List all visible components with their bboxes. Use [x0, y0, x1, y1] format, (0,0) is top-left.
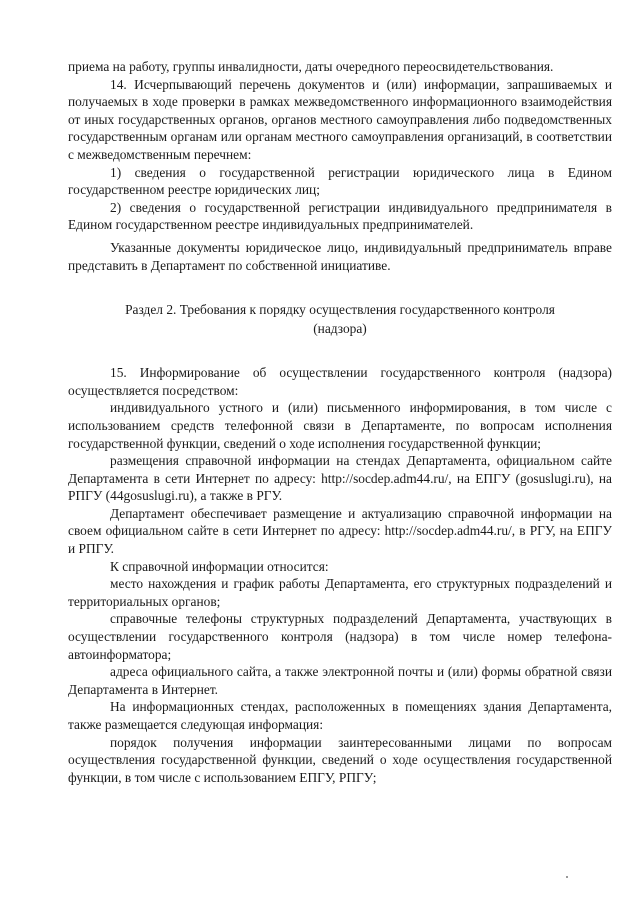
paragraph-item-14: 14. Исчерпывающий перечень документов и (или) информации, запрашиваемых и получаемых в ходе проверки в рамках межведомственного информационного взаимодействия от иных государственных органов, органов местного самоуправления либо подведомственных государственным органам или органам местного самоуправления организаций, в соответствии с межведомственным перечнем: [68, 76, 612, 162]
section-title [68, 300, 612, 338]
paragraph-individual-informing: индивидуального устного и (или) письменного информирования, в том числе с использованием средств телефонной связи в Департаменте, по вопросам исполнения государственной функции, сведений о ходе исполнения государственной функции; [68, 400, 612, 451]
paragraph-location-schedule: место нахождения и график работы Департамента, его структурных подразделений и территориальных органов; [68, 576, 612, 609]
paragraph-website-addresses: адреса официального сайта, а также электронной почты и (или) формы обратной связи Департамента в Интернет. [68, 664, 612, 697]
paragraph-subitem-1: 1) сведения о государственной регистрации юридического лица в Едином государственном реестре юридических лиц; [68, 164, 612, 198]
paragraph-item-15: 15. Информирование об осуществлении государственного контроля (надзора) осуществляется посредством: [68, 365, 612, 398]
paragraph-department-ensures: Департамент обеспечивает размещение и актуализацию справочной информации на своем официальном сайте в сети Интернет по адресу: http://socdep.adm44.ru/, в РГУ, на ЕПГУ и РПГУ. [68, 505, 612, 557]
paragraph-procedure: порядок получения информации заинтересованными лицами по вопросам осуществления государственной функции, сведений о ходе осуществления государственной функции, в том числе с использованием ЕПГУ, РПГУ; [68, 734, 612, 785]
section-title-line-1: Раздел 2. Требования к порядку осуществления государственного контроля [125, 302, 555, 318]
paragraph-phones: справочные телефоны структурных подразделений Департамента, участвующих в осуществлении государственного контроля (надзора) в том числе номер телефона-автоинформатора; [68, 611, 612, 662]
paragraph-subitem-2: 2) сведения о государственной регистрации индивидуального предпринимателя в Едином государственном реестре индивидуальных предпринимателей. [68, 199, 612, 233]
paragraph-continuation: приема на работу, группы инвалидности, даты очередного переосвидетельствования. [68, 59, 554, 74]
document-body [68, 58, 612, 786]
paragraph-note: Указанные документы юридическое лицо, индивидуальный предприниматель вправе представить в Департамент по собственной инициативе. [68, 239, 612, 273]
paragraph-reference-placement: размещения справочной информации на стендах Департамента, официальном сайте Департамента в сети Интернет по адресу: http://socdep.adm44.ru/, на ЕПГУ (gosuslugi.ru), на РПГУ (44gosuslugi.ru), а также в РГУ. [68, 453, 612, 504]
paragraph-info-stands: На информационных стендах, расположенных в помещениях здания Департамента, также размещается следующая информация: [68, 699, 612, 732]
section-title-line-2: (надзора) [313, 321, 367, 337]
paragraph-reference-includes: К справочной информации относится: [110, 558, 329, 574]
scan-speck [566, 876, 568, 878]
